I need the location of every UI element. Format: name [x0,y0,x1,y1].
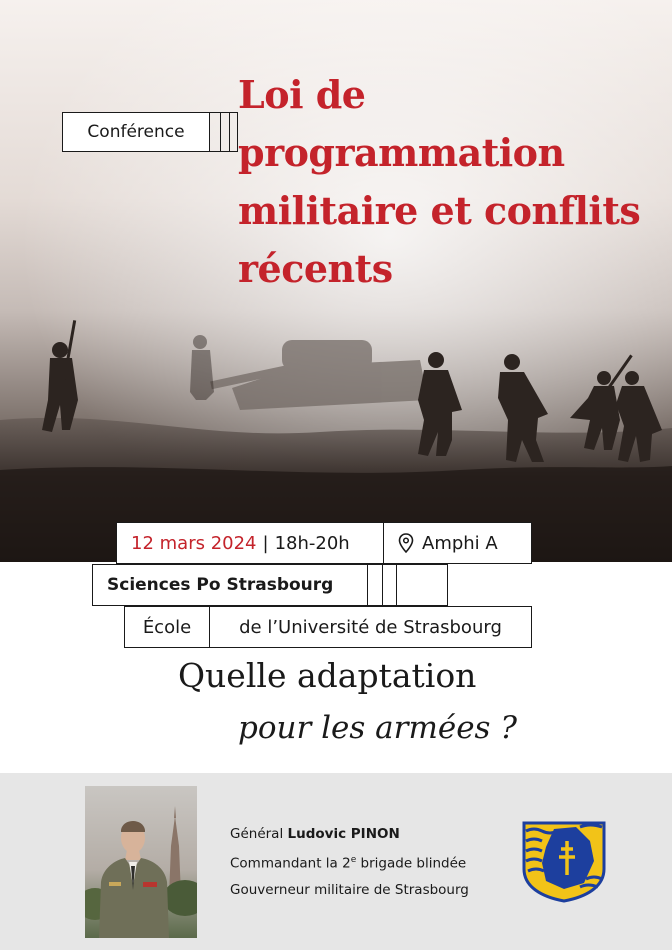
location-box [384,522,532,564]
conference-tag-label: Conférence [87,122,185,142]
decoration-line [382,565,383,605]
title-line-4: récents [238,246,393,291]
university-label-box [210,606,532,648]
speaker-role-line-1 [230,847,469,877]
speaker-name-line [230,821,469,847]
event-location: Amphi A [422,532,498,554]
map-pin-icon [398,533,414,553]
title-line-3: militaire et conflits [238,188,641,233]
speaker-footer [0,773,672,950]
speaker-name: Ludovic PINON [287,826,400,842]
date-time-separator: | [262,532,269,554]
event-time: 18h-20h [274,532,350,554]
speaker-role-prefix: Commandant la 2 [230,855,351,872]
speaker-photo [85,786,197,938]
question-line-1: Quelle adaptation [178,656,477,695]
institution-name: Sciences Po Strasbourg [107,575,334,595]
poster-title [238,66,658,298]
school-label: École [142,616,192,638]
institution-box-decoration [368,564,448,606]
university-label: de l’Université de Strasbourg [239,616,502,638]
speaker-rank: Général [230,826,284,842]
speaker-bio [230,821,469,903]
school-label-box [124,606,210,648]
speaker-role-suffix: brigade blindée [356,855,467,872]
conference-tag [62,112,210,152]
date-time-box [116,522,384,564]
brigade-crest-logo [520,819,608,903]
speaker-role-ordinal: e [350,855,357,865]
speaker-role-line-2: Gouverneur militaire de Strasbourg [230,881,469,898]
title-line-2: programmation [238,130,565,175]
title-line-1: Loi de [238,72,366,117]
institution-name-box [92,564,368,606]
event-date: 12 mars 2024 [131,532,257,554]
question-line-2: pour les armées ? [238,710,517,746]
conference-tag-decoration [210,112,238,152]
decoration-line [396,565,397,605]
